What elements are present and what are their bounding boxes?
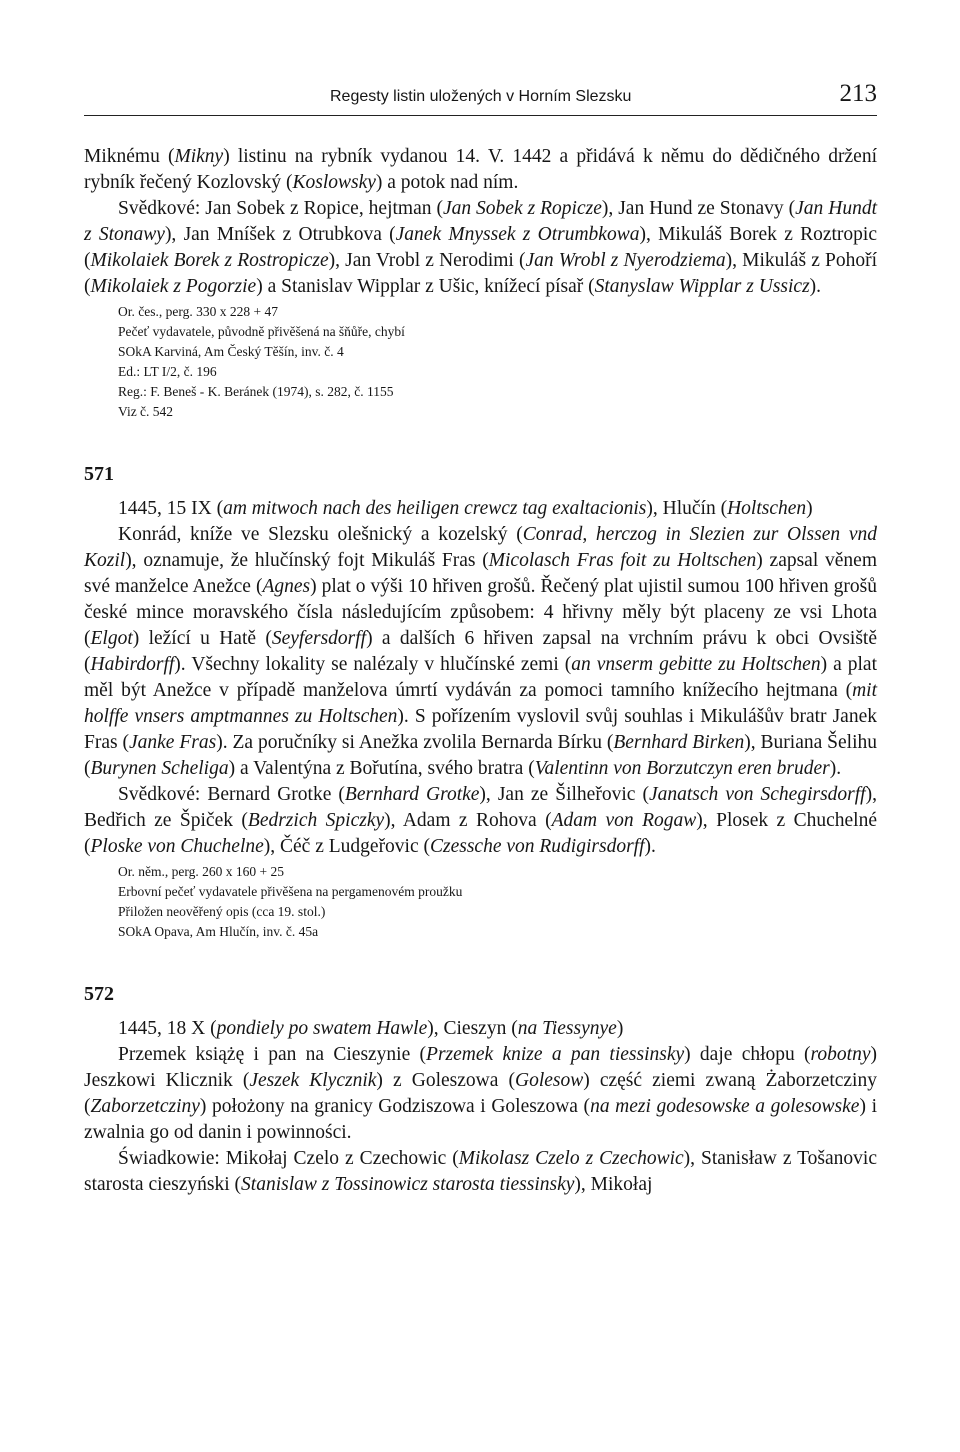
note-line: Erbovní pečeť vydavatele přivěšena na pergamenovém proužku xyxy=(118,884,463,899)
text-run: ) zapsal věnem své manželce Anežce ( xyxy=(84,550,877,597)
text-run: Svědkové: Jan Sobek z Ropice, hejtman ( xyxy=(118,198,443,219)
original-text-run: robotny xyxy=(810,1044,871,1065)
original-text-run: Holtschen xyxy=(727,498,807,519)
text-run: ) plat o výši 10 hřiven grošů. Řečený plat ujistil sumou 100 hřiven grošů české mince moravského čísla následujícím způsobem: 4 hřivny měly být placeny ze vsi Lhota ( xyxy=(84,576,877,649)
text-run: ) z Goleszowa ( xyxy=(376,1070,515,1091)
archival-notes xyxy=(84,302,877,422)
original-text-run: Jan Sobek z Ropicze xyxy=(442,198,602,219)
text-run: Świadkowie: Mikołaj Czelo z Czechowic ( xyxy=(118,1148,459,1169)
text-run: ) a potok nad ním. xyxy=(375,172,519,193)
text-run: ) i zwalnia go od danin i powinności. xyxy=(84,1096,877,1143)
text-run: ), Čéč z Ludgeřovic ( xyxy=(263,836,430,857)
text-run: ), Mikołaj xyxy=(574,1174,653,1195)
text-run: Svědkové: Bernard Grotke ( xyxy=(118,784,345,805)
text-run: ) xyxy=(806,498,813,519)
running-header xyxy=(84,80,877,114)
note-line: Or. něm., perg. 260 x 160 + 25 xyxy=(118,864,284,879)
archival-notes xyxy=(84,862,877,942)
original-text-run: Habirdorff xyxy=(90,654,175,675)
text-run: ) a Stanislav Wipplar z Ušic, knížecí písař ( xyxy=(256,276,595,297)
text-run: Miknému ( xyxy=(84,146,175,167)
text-run: ) a Valentýna z Bořutína, svého bratra ( xyxy=(228,758,535,779)
original-text-run: Stanyslaw Wipplar z Ussicz xyxy=(594,276,810,297)
original-text-run: Janatsch von Schegirsdorff xyxy=(648,784,866,805)
note-line: Reg.: F. Beneš - K. Beránek (1974), s. 282, č. 1155 xyxy=(118,384,394,399)
witnesses-paragraph xyxy=(84,782,877,860)
text-run: ), Plosek z Chuchelné ( xyxy=(84,810,878,857)
original-text-run: Czessche von Rudigirsdorff xyxy=(430,836,645,857)
text-run: ), Jan Hund ze Stonavy ( xyxy=(601,198,796,219)
original-text-run: Burynen Scheliga xyxy=(90,758,229,779)
original-text-run: Jan Wrobl z Nyerodziema xyxy=(525,250,726,271)
original-text-run: na Tiessynye xyxy=(517,1018,617,1039)
text-run: ). Za poručníky si Anežka zvolila Bernarda Bírku ( xyxy=(216,732,614,753)
text-run: Konrád, kníže ve Slezsku olešnický a kozelský ( xyxy=(118,524,523,545)
text-run: ), Stanisław z Tošanovic starosta cieszyński ( xyxy=(84,1148,877,1195)
text-run: ). xyxy=(644,836,656,857)
text-run: 1445, 15 IX ( xyxy=(118,498,224,519)
original-text-run: Mikolasz Czelo z Czechowic xyxy=(458,1148,684,1169)
text-run: ), Jan Vrobl z Nerodimi ( xyxy=(328,250,526,271)
note-line: Přiložen neověřený opis (cca 19. stol.) xyxy=(118,904,326,919)
text-run: ) Jeszkowi Klicznik ( xyxy=(84,1044,877,1091)
original-text-run: Przemek knize a pan tiessinsky xyxy=(426,1044,685,1065)
text-run: 1445, 18 X ( xyxy=(118,1018,217,1039)
original-text-run: am mitwoch nach des heiligen crewcz tag exaltacionis xyxy=(223,498,647,519)
text-run: ) a dalších 6 hřiven zapsal na vrchním právu k obci Ovsiště ( xyxy=(84,628,878,675)
text-run: ). xyxy=(809,276,822,297)
regest-date-place xyxy=(84,1016,877,1042)
body-text xyxy=(84,144,877,1198)
note-line: Pečeť vydavatele, původně přivěšená na šňůře, chybí xyxy=(118,324,405,339)
text-run: ) ležící u Hatě ( xyxy=(132,628,272,649)
note-line: SOkA Opava, Am Hlučín, inv. č. 45a xyxy=(118,924,319,939)
original-text-run: Jeszek Klycznik xyxy=(249,1070,377,1091)
page-number: 213 xyxy=(839,80,877,107)
original-text-run: Golesow xyxy=(514,1070,584,1091)
text-run: ), Cieszyn ( xyxy=(427,1018,518,1039)
original-text-run: Bernhard Birken xyxy=(613,732,745,753)
note-line: SOkA Karviná, Am Český Těšín, inv. č. 4 xyxy=(118,344,344,359)
text-run: ). xyxy=(829,758,842,779)
text-run: ), Hlučín ( xyxy=(646,498,728,519)
original-text-run: Ploske von Chuchelne xyxy=(90,836,264,857)
original-text-run: Mikolaiek Borek z Rostropicze xyxy=(90,250,329,271)
original-text-run: Bedrzich Spiczky xyxy=(247,810,385,831)
original-text-run: Mikolaiek z Pogorzie xyxy=(90,276,257,297)
regest-date-place xyxy=(84,496,877,522)
original-text-run: Micolasch Fras foit zu Holtschen xyxy=(488,550,757,571)
note-line: Viz č. 542 xyxy=(118,404,174,419)
original-text-run: Koslowsky xyxy=(292,172,376,193)
text-run: ) daje chłopu ( xyxy=(684,1044,811,1065)
original-text-run: Conrad, herczog in Slezien zur Olssen vnd Kozil xyxy=(84,524,877,571)
running-title: Regesty listin uložených v Horním Slezsku xyxy=(330,88,632,105)
regest-summary xyxy=(84,522,877,782)
original-text-run: na mezi godesowske a golesowske xyxy=(590,1096,860,1117)
text-run: ), Mikuláš Borek z Roztropic ( xyxy=(84,224,877,271)
text-run: ), Adam z Rohova ( xyxy=(384,810,552,831)
original-text-run: Jan Hundt z Stonawy xyxy=(84,198,877,245)
regest-number: 572 xyxy=(84,983,114,1005)
witnesses-paragraph xyxy=(84,1146,877,1198)
original-text-run: Seyfersdorff xyxy=(271,628,367,649)
original-text-run: Janke Fras xyxy=(128,732,217,753)
original-text-run: Bernhard Grotke xyxy=(344,784,480,805)
text-run: ), Bedřich ze Špiček ( xyxy=(84,784,877,831)
text-run: ) xyxy=(616,1018,624,1039)
text-run: ) część ziemi zwaną Żaborzetcziny ( xyxy=(84,1070,877,1117)
text-run: ), Mikuláš z Pohoří ( xyxy=(84,250,877,297)
regest-summary xyxy=(84,1042,877,1146)
text-run: ) położony na granicy Godziszowa i Goleszowa ( xyxy=(199,1096,591,1117)
original-text-run: mit holffe vnsers amptmannes zu Holtschen xyxy=(84,680,877,727)
text-run: ) listinu na rybník vydanou 14. V. 1442 a přidává k němu do dědičného držení rybník řečený Kozlovský ( xyxy=(84,146,877,193)
original-text-run: Elgot xyxy=(90,628,133,649)
original-text-run: Adam von Rogaw xyxy=(551,810,697,831)
original-text-run: Valentinn von Borzutczyn eren bruder xyxy=(534,758,830,779)
original-text-run: Mikny xyxy=(174,146,224,167)
regest-number: 571 xyxy=(84,463,114,485)
text-run: ), Jan ze Šilheřovic ( xyxy=(479,784,649,805)
text-run: ). S pořízením vyslovil svůj souhlas i Mikulášův bratr Janek Fras ( xyxy=(84,706,877,753)
original-text-run: Stanislaw z Tossinowicz starosta tiessinsky xyxy=(241,1174,575,1195)
text-run: ), oznamuje, že hlučínský fojt Mikuláš Fras ( xyxy=(125,550,489,571)
note-line: Or. čes., perg. 330 x 228 + 47 xyxy=(118,304,278,319)
note-line: Ed.: LT I/2, č. 196 xyxy=(118,364,217,379)
original-text-run: an vnserm gebitte zu Holtschen xyxy=(571,654,821,675)
text-run: Przemek książę i pan na Cieszynie ( xyxy=(118,1044,427,1065)
header-rule xyxy=(84,115,877,116)
text-run: ), Jan Mníšek z Otrubkova ( xyxy=(164,224,396,245)
text-run: ). Všechny lokality se nalézaly v hlučínské zemi ( xyxy=(174,654,572,675)
witnesses-paragraph xyxy=(84,196,877,300)
original-text-run: Zaborzetcziny xyxy=(90,1096,200,1117)
text-run: ), Buriana Šelihu ( xyxy=(84,732,878,779)
text-run: ) a plat měl být Anežce v případě manželova úmrtí vydáván za pomoci tamního knížecího hejtmana ( xyxy=(84,654,877,701)
continued-paragraph xyxy=(84,144,877,196)
original-text-run: Janek Mnyssek z Otrumbkowa xyxy=(395,224,640,245)
original-text-run: Agnes xyxy=(262,576,311,597)
original-text-run: pondiely po swatem Hawle xyxy=(216,1018,428,1039)
